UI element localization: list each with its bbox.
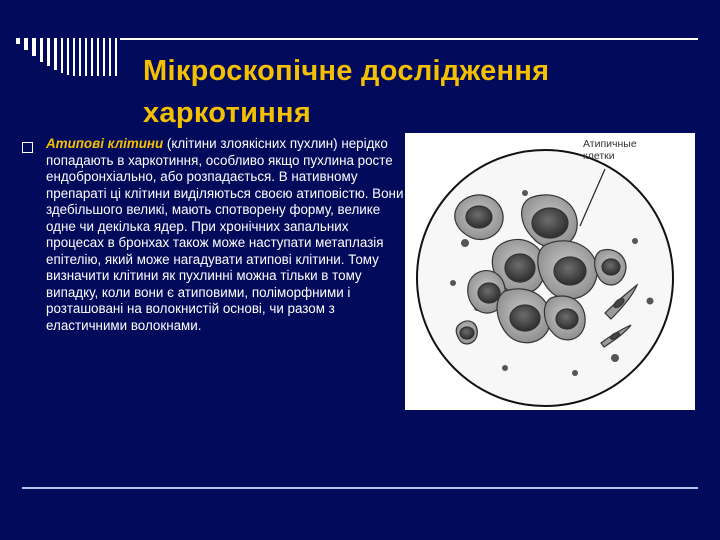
microscopy-figure xyxy=(405,133,695,410)
square-bullet-icon xyxy=(22,142,33,153)
sputum-cells-illustration xyxy=(405,133,695,410)
figure-label-line2: клетки xyxy=(583,150,615,162)
figure-label-line1: Атипичные xyxy=(583,138,637,150)
decorative-stripes xyxy=(16,38,136,76)
bullet-term: Атипові клітини xyxy=(46,136,164,151)
bullet-body: (клітини злоякісних пухлин) нерідко попадають в харкотиння, особливо якщо пухлина росте ендобронхіально, або розпадається. В нативному препараті ці клітини виділяються своєю атиповістю. Вони здебільшого великі, мають спотворену форму, велике одне чи декілька ядер. При хронічних запальних процесах в бронхах також може наступати метаплазія епітелію, який може нагадувати атипові клітини. Тому визначити клітини як пухлинні можна тільки в тому випадку, коли вони є атиповими, поліморфними і розташовані на волокнистій основі, чи разом з еластичними волокнами. xyxy=(46,136,404,333)
bullet-text xyxy=(46,136,408,334)
bottom-divider xyxy=(22,487,698,489)
figure-label xyxy=(583,138,637,162)
slide-title: Мікроскопічне дослідження харкотиння xyxy=(143,55,550,129)
top-divider xyxy=(120,38,698,40)
